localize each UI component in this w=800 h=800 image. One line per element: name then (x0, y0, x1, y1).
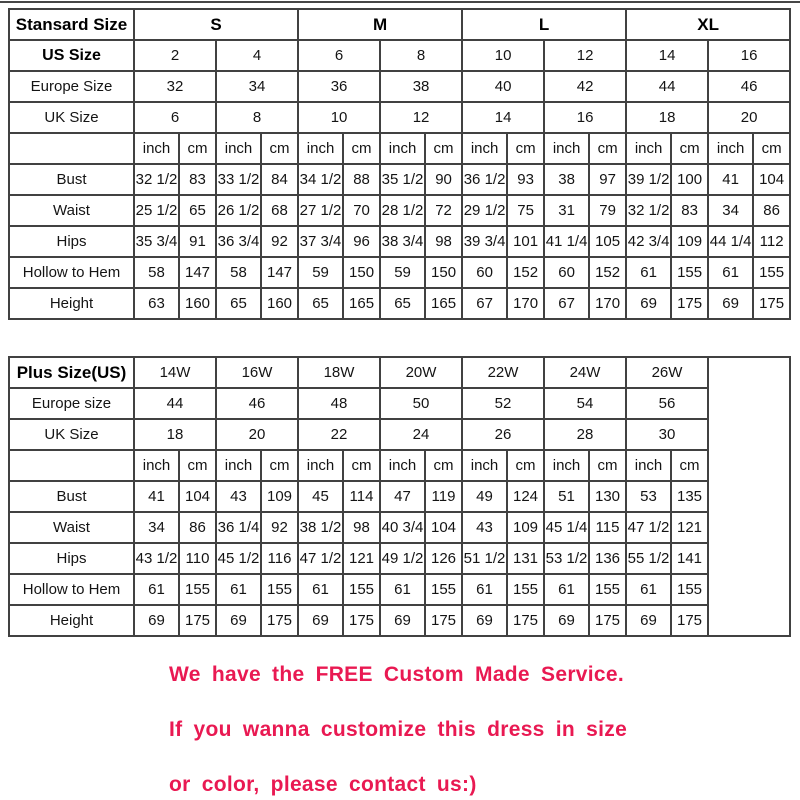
plus-unit-header-cell: inch (298, 450, 343, 481)
standard-measurement-value-cell: 65 (380, 288, 425, 319)
plus-size-table (8, 356, 791, 637)
plus-size-value-cell: 46 (216, 388, 298, 419)
plus-measurement-value-cell: 114 (343, 481, 380, 512)
standard-size-group-header: L (462, 9, 626, 40)
standard-measurement-value-cell: 175 (671, 288, 708, 319)
standard-measurement-row-label: Hips (9, 226, 134, 257)
plus-unit-header-cell: inch (544, 450, 589, 481)
standard-measurement-value-cell: 69 (708, 288, 753, 319)
standard-measurement-value-cell: 42 3/4 (626, 226, 671, 257)
standard-measurement-value-cell: 44 1/4 (708, 226, 753, 257)
plus-measurement-value-cell: 40 3/4 (380, 512, 425, 543)
plus-measurement-value-cell: 155 (507, 574, 544, 605)
standard-unit-header-cell: inch (380, 133, 425, 164)
plus-measurement-value-cell: 98 (343, 512, 380, 543)
standard-measurement-value-cell: 31 (544, 195, 589, 226)
plus-measurement-value-cell: 104 (425, 512, 462, 543)
plus-measurement-value-cell: 41 (134, 481, 179, 512)
standard-size-value-cell: 10 (298, 102, 380, 133)
footer-line: or color, please contact us:) (169, 773, 477, 796)
standard-measurement-value-cell: 170 (507, 288, 544, 319)
plus-measurement-value-cell: 86 (179, 512, 216, 543)
standard-size-row-label: UK Size (9, 102, 134, 133)
standard-measurement-value-cell: 72 (425, 195, 462, 226)
plus-measurement-value-cell: 45 (298, 481, 343, 512)
standard-unit-header-cell: cm (753, 133, 790, 164)
standard-measurement-value-cell: 34 1/2 (298, 164, 343, 195)
standard-size-row-label: Europe Size (9, 71, 134, 102)
plus-empty-column-cell (708, 357, 790, 636)
plus-measurement-value-cell: 131 (507, 543, 544, 574)
plus-measurement-value-cell: 155 (671, 574, 708, 605)
plus-measurement-value-cell: 136 (589, 543, 626, 574)
standard-size-value-cell: 8 (380, 40, 462, 71)
top-divider (0, 1, 800, 3)
plus-measurement-value-cell: 109 (507, 512, 544, 543)
plus-measurement-value-cell: 141 (671, 543, 708, 574)
plus-measurement-value-cell: 61 (626, 574, 671, 605)
standard-size-group-header: XL (626, 9, 790, 40)
plus-measurement-value-cell: 155 (179, 574, 216, 605)
plus-measurement-value-cell: 47 1/2 (626, 512, 671, 543)
standard-measurement-value-cell: 60 (462, 257, 507, 288)
plus-unit-row-blank-cell (9, 450, 134, 481)
plus-measurement-value-cell: 126 (425, 543, 462, 574)
standard-measurement-value-cell: 38 (544, 164, 589, 195)
standard-size-value-cell: 34 (216, 71, 298, 102)
plus-size-value-cell: 20 (216, 419, 298, 450)
standard-measurement-value-cell: 165 (343, 288, 380, 319)
plus-measurement-value-cell: 43 (216, 481, 261, 512)
standard-measurement-value-cell: 79 (589, 195, 626, 226)
standard-measurement-value-cell: 170 (589, 288, 626, 319)
plus-measurement-value-cell: 51 1/2 (462, 543, 507, 574)
standard-measurement-value-cell: 70 (343, 195, 380, 226)
standard-unit-header-cell: cm (261, 133, 298, 164)
standard-measurement-value-cell: 150 (425, 257, 462, 288)
standard-measurement-value-cell: 67 (462, 288, 507, 319)
plus-measurement-value-cell: 69 (298, 605, 343, 636)
plus-measurement-value-cell: 175 (425, 605, 462, 636)
plus-size-value-cell: 26 (462, 419, 544, 450)
plus-measurement-value-cell: 92 (261, 512, 298, 543)
plus-measurement-value-cell: 43 1/2 (134, 543, 179, 574)
standard-measurement-value-cell: 68 (261, 195, 298, 226)
plus-size-value-cell: 52 (462, 388, 544, 419)
standard-size-value-cell: 12 (380, 102, 462, 133)
plus-measurement-value-cell: 110 (179, 543, 216, 574)
standard-measurement-value-cell: 35 3/4 (134, 226, 179, 257)
plus-measurement-value-cell: 135 (671, 481, 708, 512)
plus-measurement-value-cell: 45 1/2 (216, 543, 261, 574)
plus-unit-header-cell: cm (261, 450, 298, 481)
standard-measurement-value-cell: 83 (671, 195, 708, 226)
plus-measurement-value-cell: 69 (216, 605, 261, 636)
standard-size-value-cell: 6 (134, 102, 216, 133)
plus-size-value-cell: 24 (380, 419, 462, 450)
standard-measurement-value-cell: 28 1/2 (380, 195, 425, 226)
plus-measurement-value-cell: 45 1/4 (544, 512, 589, 543)
standard-measurement-value-cell: 32 1/2 (134, 164, 179, 195)
plus-size-value-cell: 56 (626, 388, 708, 419)
plus-measurement-value-cell: 109 (261, 481, 298, 512)
plus-size-value-cell: 18 (134, 419, 216, 450)
plus-measurement-value-cell: 155 (343, 574, 380, 605)
plus-unit-header-cell: inch (380, 450, 425, 481)
plus-size-value-cell: 54 (544, 388, 626, 419)
standard-measurement-value-cell: 91 (179, 226, 216, 257)
plus-size-group-header: 16W (216, 357, 298, 388)
standard-measurement-value-cell: 67 (544, 288, 589, 319)
plus-measurement-value-cell: 69 (544, 605, 589, 636)
standard-measurement-value-cell: 41 1/4 (544, 226, 589, 257)
plus-size-group-header: 20W (380, 357, 462, 388)
standard-measurement-value-cell: 90 (425, 164, 462, 195)
standard-measurement-value-cell: 41 (708, 164, 753, 195)
standard-measurement-value-cell: 175 (753, 288, 790, 319)
plus-size-value-cell: 48 (298, 388, 380, 419)
standard-measurement-value-cell: 152 (589, 257, 626, 288)
standard-measurement-value-cell: 65 (298, 288, 343, 319)
plus-measurement-value-cell: 121 (343, 543, 380, 574)
standard-corner-label: Stansard Size (9, 9, 134, 40)
standard-measurement-value-cell: 59 (380, 257, 425, 288)
standard-size-table (8, 8, 791, 320)
standard-unit-header-cell: inch (708, 133, 753, 164)
standard-measurement-value-cell: 147 (261, 257, 298, 288)
standard-size-value-cell: 2 (134, 40, 216, 71)
plus-measurement-value-cell: 51 (544, 481, 589, 512)
plus-size-value-cell: 50 (380, 388, 462, 419)
standard-measurement-value-cell: 69 (626, 288, 671, 319)
plus-measurement-value-cell: 175 (589, 605, 626, 636)
standard-measurement-value-cell: 150 (343, 257, 380, 288)
standard-size-value-cell: 8 (216, 102, 298, 133)
standard-measurement-value-cell: 105 (589, 226, 626, 257)
plus-measurement-value-cell: 155 (261, 574, 298, 605)
plus-unit-header-cell: inch (216, 450, 261, 481)
plus-measurement-value-cell: 155 (589, 574, 626, 605)
standard-measurement-value-cell: 39 1/2 (626, 164, 671, 195)
plus-unit-header-cell: cm (343, 450, 380, 481)
standard-measurement-value-cell: 26 1/2 (216, 195, 261, 226)
footer-line: We have the FREE Custom Made Service. (169, 663, 625, 686)
plus-unit-header-cell: cm (671, 450, 708, 481)
plus-measurement-value-cell: 61 (216, 574, 261, 605)
standard-measurement-value-cell: 34 (708, 195, 753, 226)
standard-measurement-row-label: Height (9, 288, 134, 319)
plus-unit-header-cell: cm (425, 450, 462, 481)
standard-size-value-cell: 32 (134, 71, 216, 102)
plus-unit-header-cell: inch (626, 450, 671, 481)
custom-service-note (169, 647, 789, 800)
plus-size-group-header: 22W (462, 357, 544, 388)
plus-measurement-row-label: Bust (9, 481, 134, 512)
standard-measurement-value-cell: 152 (507, 257, 544, 288)
standard-measurement-row-label: Waist (9, 195, 134, 226)
standard-measurement-value-cell: 36 3/4 (216, 226, 261, 257)
standard-unit-header-cell: inch (298, 133, 343, 164)
plus-measurement-value-cell: 43 (462, 512, 507, 543)
standard-measurement-value-cell: 29 1/2 (462, 195, 507, 226)
standard-size-group-header: M (298, 9, 462, 40)
standard-unit-header-cell: inch (544, 133, 589, 164)
plus-measurement-row-label: Height (9, 605, 134, 636)
standard-size-value-cell: 6 (298, 40, 380, 71)
standard-size-value-cell: 4 (216, 40, 298, 71)
standard-measurement-value-cell: 147 (179, 257, 216, 288)
standard-measurement-value-cell: 61 (708, 257, 753, 288)
standard-size-value-cell: 42 (544, 71, 626, 102)
plus-measurement-value-cell: 38 1/2 (298, 512, 343, 543)
plus-measurement-value-cell: 34 (134, 512, 179, 543)
standard-size-row-label: US Size (9, 40, 134, 71)
standard-measurement-value-cell: 97 (589, 164, 626, 195)
standard-measurement-value-cell: 60 (544, 257, 589, 288)
standard-size-value-cell: 36 (298, 71, 380, 102)
standard-size-value-cell: 16 (544, 102, 626, 133)
standard-measurement-value-cell: 96 (343, 226, 380, 257)
standard-measurement-value-cell: 155 (753, 257, 790, 288)
plus-measurement-value-cell: 47 1/2 (298, 543, 343, 574)
plus-size-value-cell: 44 (134, 388, 216, 419)
standard-unit-header-cell: inch (216, 133, 261, 164)
standard-measurement-value-cell: 63 (134, 288, 179, 319)
standard-unit-header-cell: inch (626, 133, 671, 164)
plus-size-group-header: 24W (544, 357, 626, 388)
standard-size-value-cell: 14 (462, 102, 544, 133)
plus-unit-header-cell: inch (462, 450, 507, 481)
plus-unit-header-cell: inch (134, 450, 179, 481)
standard-measurement-value-cell: 160 (261, 288, 298, 319)
standard-size-value-cell: 14 (626, 40, 708, 71)
plus-unit-header-cell: cm (589, 450, 626, 481)
standard-measurement-value-cell: 75 (507, 195, 544, 226)
standard-measurement-value-cell: 38 3/4 (380, 226, 425, 257)
standard-measurement-value-cell: 112 (753, 226, 790, 257)
plus-measurement-value-cell: 53 1/2 (544, 543, 589, 574)
standard-measurement-value-cell: 35 1/2 (380, 164, 425, 195)
plus-measurement-value-cell: 175 (343, 605, 380, 636)
standard-measurement-value-cell: 104 (753, 164, 790, 195)
standard-measurement-value-cell: 37 3/4 (298, 226, 343, 257)
plus-measurement-value-cell: 130 (589, 481, 626, 512)
plus-measurement-value-cell: 69 (626, 605, 671, 636)
standard-measurement-value-cell: 36 1/2 (462, 164, 507, 195)
plus-measurement-value-cell: 121 (671, 512, 708, 543)
plus-measurement-value-cell: 124 (507, 481, 544, 512)
standard-measurement-value-cell: 86 (753, 195, 790, 226)
plus-measurement-value-cell: 69 (462, 605, 507, 636)
plus-measurement-value-cell: 61 (134, 574, 179, 605)
standard-unit-header-cell: cm (343, 133, 380, 164)
footer-line: If you wanna customize this dress in size (169, 718, 628, 741)
plus-measurement-value-cell: 119 (425, 481, 462, 512)
standard-measurement-value-cell: 93 (507, 164, 544, 195)
plus-size-value-cell: 30 (626, 419, 708, 450)
plus-measurement-value-cell: 175 (179, 605, 216, 636)
standard-measurement-value-cell: 98 (425, 226, 462, 257)
plus-size-row-label: UK Size (9, 419, 134, 450)
plus-corner-label: Plus Size(US) (9, 357, 134, 388)
standard-size-value-cell: 10 (462, 40, 544, 71)
standard-size-value-cell: 16 (708, 40, 790, 71)
standard-measurement-value-cell: 27 1/2 (298, 195, 343, 226)
plus-measurement-value-cell: 47 (380, 481, 425, 512)
standard-measurement-value-cell: 100 (671, 164, 708, 195)
standard-unit-header-cell: cm (507, 133, 544, 164)
standard-measurement-value-cell: 155 (671, 257, 708, 288)
plus-measurement-value-cell: 53 (626, 481, 671, 512)
standard-measurement-value-cell: 160 (179, 288, 216, 319)
standard-unit-header-cell: cm (671, 133, 708, 164)
plus-measurement-value-cell: 69 (380, 605, 425, 636)
standard-measurement-value-cell: 59 (298, 257, 343, 288)
plus-size-group-header: 26W (626, 357, 708, 388)
standard-measurement-value-cell: 39 3/4 (462, 226, 507, 257)
standard-measurement-value-cell: 165 (425, 288, 462, 319)
standard-unit-header-cell: cm (425, 133, 462, 164)
plus-size-value-cell: 22 (298, 419, 380, 450)
standard-measurement-value-cell: 84 (261, 164, 298, 195)
plus-size-group-header: 14W (134, 357, 216, 388)
standard-measurement-value-cell: 58 (216, 257, 261, 288)
standard-measurement-value-cell: 61 (626, 257, 671, 288)
standard-measurement-value-cell: 88 (343, 164, 380, 195)
standard-measurement-value-cell: 101 (507, 226, 544, 257)
standard-measurement-value-cell: 109 (671, 226, 708, 257)
standard-measurement-value-cell: 58 (134, 257, 179, 288)
plus-unit-header-cell: cm (507, 450, 544, 481)
plus-size-row-label: Europe size (9, 388, 134, 419)
plus-measurement-value-cell: 61 (462, 574, 507, 605)
standard-measurement-row-label: Hollow to Hem (9, 257, 134, 288)
plus-measurement-value-cell: 61 (380, 574, 425, 605)
standard-measurement-value-cell: 33 1/2 (216, 164, 261, 195)
plus-measurement-row-label: Hips (9, 543, 134, 574)
plus-measurement-value-cell: 115 (589, 512, 626, 543)
standard-size-value-cell: 20 (708, 102, 790, 133)
plus-measurement-value-cell: 175 (261, 605, 298, 636)
plus-measurement-value-cell: 49 (462, 481, 507, 512)
plus-measurement-value-cell: 69 (134, 605, 179, 636)
plus-measurement-value-cell: 104 (179, 481, 216, 512)
plus-measurement-value-cell: 55 1/2 (626, 543, 671, 574)
standard-unit-header-cell: cm (179, 133, 216, 164)
standard-size-value-cell: 44 (626, 71, 708, 102)
plus-measurement-value-cell: 175 (671, 605, 708, 636)
plus-measurement-row-label: Hollow to Hem (9, 574, 134, 605)
standard-unit-row-blank-cell (9, 133, 134, 164)
plus-size-group-header: 18W (298, 357, 380, 388)
standard-size-value-cell: 40 (462, 71, 544, 102)
standard-unit-header-cell: inch (462, 133, 507, 164)
standard-size-group-header: S (134, 9, 298, 40)
standard-measurement-value-cell: 92 (261, 226, 298, 257)
standard-unit-header-cell: cm (589, 133, 626, 164)
standard-measurement-value-cell: 65 (216, 288, 261, 319)
plus-measurement-value-cell: 61 (298, 574, 343, 605)
standard-measurement-value-cell: 25 1/2 (134, 195, 179, 226)
plus-size-value-cell: 28 (544, 419, 626, 450)
standard-size-value-cell: 12 (544, 40, 626, 71)
plus-measurement-value-cell: 36 1/4 (216, 512, 261, 543)
standard-measurement-row-label: Bust (9, 164, 134, 195)
standard-size-value-cell: 38 (380, 71, 462, 102)
plus-measurement-value-cell: 175 (507, 605, 544, 636)
standard-size-value-cell: 18 (626, 102, 708, 133)
standard-size-value-cell: 46 (708, 71, 790, 102)
plus-measurement-value-cell: 61 (544, 574, 589, 605)
plus-measurement-value-cell: 155 (425, 574, 462, 605)
plus-unit-header-cell: cm (179, 450, 216, 481)
plus-measurement-value-cell: 49 1/2 (380, 543, 425, 574)
standard-unit-header-cell: inch (134, 133, 179, 164)
standard-measurement-value-cell: 83 (179, 164, 216, 195)
plus-measurement-row-label: Waist (9, 512, 134, 543)
standard-measurement-value-cell: 32 1/2 (626, 195, 671, 226)
standard-measurement-value-cell: 65 (179, 195, 216, 226)
plus-measurement-value-cell: 116 (261, 543, 298, 574)
